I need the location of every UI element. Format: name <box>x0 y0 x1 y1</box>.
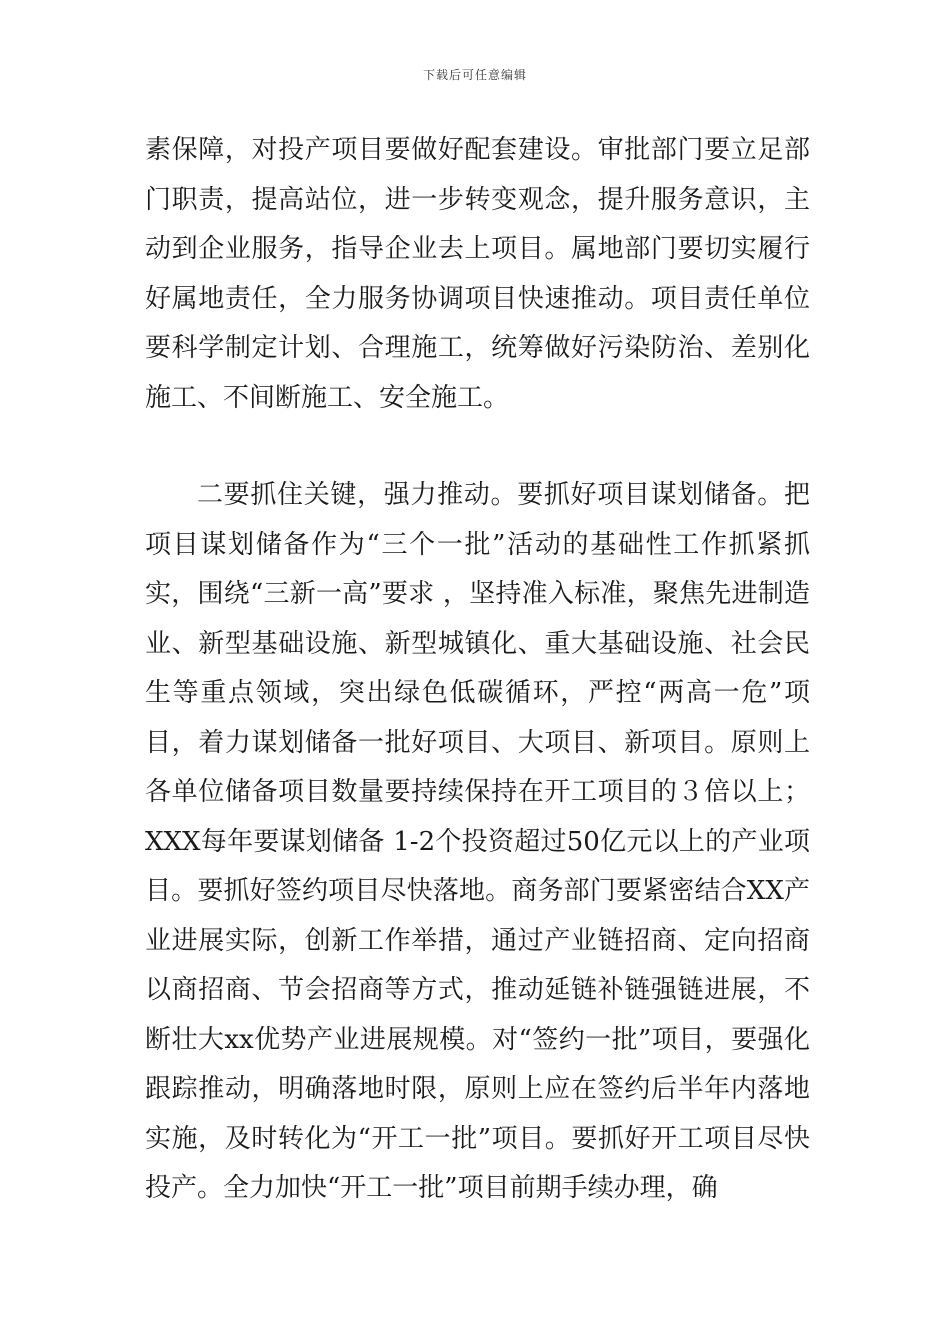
document-body <box>145 126 810 1214</box>
page-header: 下载后可任意编辑 <box>422 68 527 82</box>
paragraph-continuation: 素保障，对投产项目要做好配套建设。审批部门要立足部门职责，提高站位，进一步转变观念，提升服务意识，主动到企业服务，指导企业去上项目。属地部门要切实履行好属地责任，全力服务协调项目快速推动。项目责任单位要科学制定计划、合理施工，统筹做好污染防治、差别化施工、不间断施工、安全施工。 <box>145 135 810 413</box>
paragraph-gap <box>145 423 810 471</box>
paragraph-second-point: 二要抓住关键，强力推动。要抓好项目谋划储备。把项目谋划储备作为“三个一批”活动的基础性工作抓紧抓实，围绕“三新一高”要求 ，坚持准入标准，聚焦先进制造业、新型基础设施、新型城镇化、重大基础设施、社会民生等重点领域，突出绿色低碳循环，严控“两高一危”项目，着力谋划储备一批好项目、大项目、新项目。原则上各单位储备项目数量要持续保持在开工项目的３倍以上；XXX每年要谋划储备 1-2个投资超过50亿元以上的产业项目。要抓好签约项目尽快落地。商务部门要紧密结合XX产业进展实际，创新工作举措，通过产业链招商、定向招商以商招商、节会招商等方式，推动延链补链强链进展，不断壮大xx优势产业进展规模。对“签约一批”项目，要强化跟踪推动，明确落地时限，原则上应在签约后半年内落地实施，及时转化为“开工一批”项目。要抓好开工项目尽快投产。全力加快“开工一批”项目前期手续办理，确 <box>145 480 810 1203</box>
